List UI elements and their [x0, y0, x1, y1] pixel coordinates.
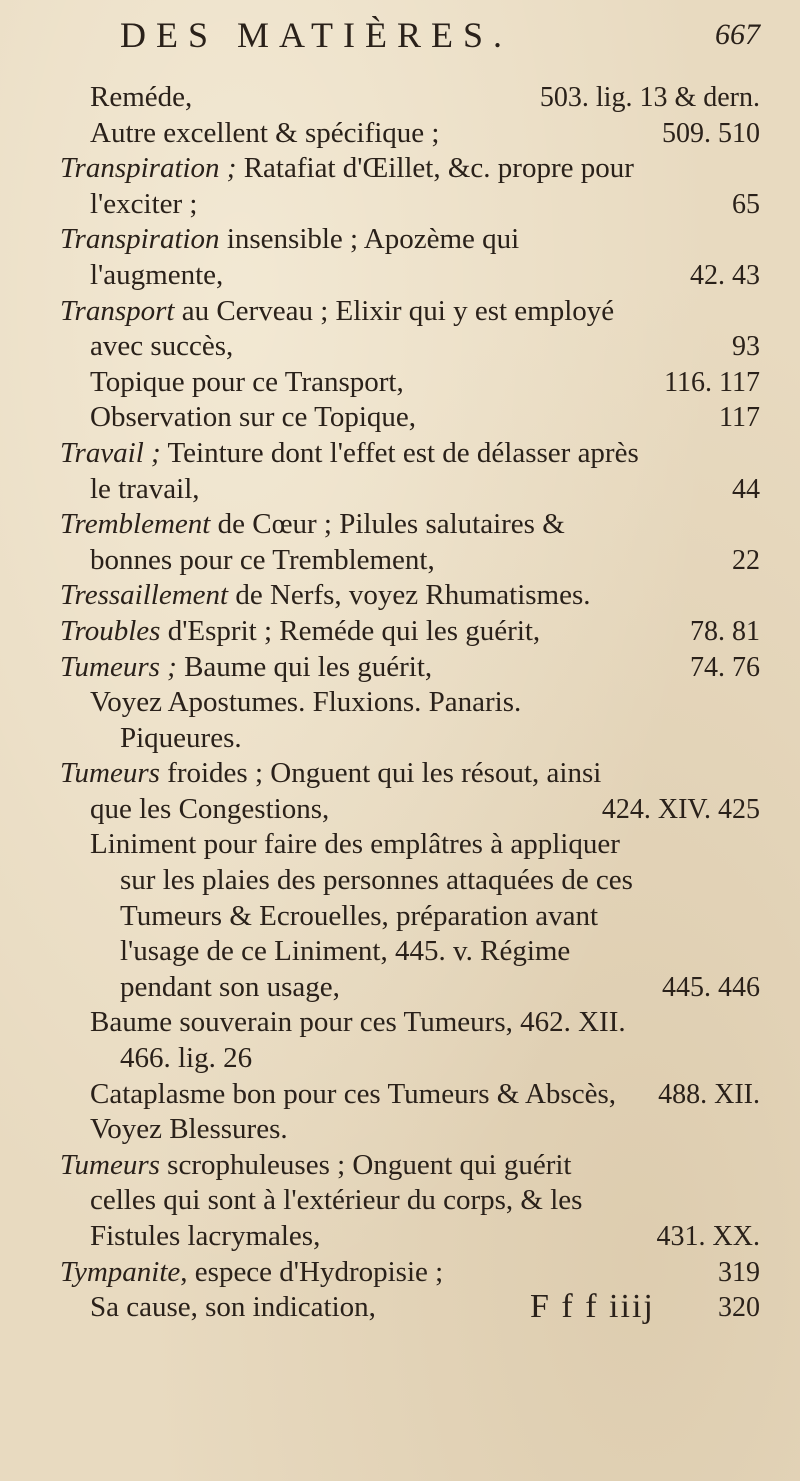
entry-page-ref: 74. 76	[690, 651, 760, 683]
entry-page-ref: 93	[732, 331, 760, 363]
entry-text: Topique pour ce Transport,	[90, 365, 404, 398]
index-entry	[60, 1077, 760, 1113]
index-entry	[60, 614, 760, 650]
index-entry	[60, 436, 760, 507]
index-entry	[60, 1255, 760, 1291]
entry-text: Liniment pour faire des emplâtres à appliquer sur les plaies des personnes attaquées de ces Tumeurs & Ecrouelles, préparation avant l'usage de ce Liniment, 445. v. Régime pendant son usage,	[90, 828, 633, 1003]
entry-page-ref: 431. XX.	[656, 1221, 760, 1252]
entry-keyword: Tressaillement	[60, 579, 229, 612]
entry-text: Sa cause, son indication,	[90, 1291, 376, 1324]
entry-text: , espece d'Hydropisie ;	[180, 1255, 444, 1288]
entry-keyword: Travail ;	[60, 436, 161, 469]
entry-text: scrophuleuses ; Onguent qui guérit celles qui sont à l'extérieur du corps, & les Fistules lacrymales,	[90, 1148, 583, 1252]
entry-keyword: Tumeurs	[60, 1148, 160, 1181]
entry-text: Cataplasme bon pour ces Tumeurs & Abscès,	[90, 1077, 616, 1110]
entry-text: Teinture dont l'effet est de délasser après le travail,	[90, 436, 639, 505]
index-entry	[60, 685, 760, 756]
entry-keyword: Tumeurs ;	[60, 650, 177, 683]
entry-text: insensible ; Apozème qui l'augmente,	[90, 223, 520, 291]
index-entry	[60, 827, 760, 1005]
entry-text: d'Esprit ; Reméde qui les guérit,	[160, 614, 541, 647]
signature-mark: F f f iiij	[530, 1288, 655, 1325]
entry-text: Autre excellent & spécifique ;	[90, 116, 440, 149]
entry-text: Voyez Blessures.	[90, 1113, 288, 1146]
index-entry	[60, 294, 760, 365]
entry-page-ref: 488. XII.	[658, 1078, 760, 1110]
running-head: DES MATIÈRES.	[120, 15, 513, 55]
index-entry	[60, 116, 760, 152]
entry-text: Reméde,	[90, 81, 193, 113]
page-header	[90, 14, 760, 64]
entry-keyword: Tremblement	[60, 508, 211, 541]
entry-text: au Cerveau ; Elixir qui y est employé avec succès,	[90, 294, 615, 363]
index-entry	[60, 756, 760, 827]
index-entry	[60, 1005, 760, 1076]
index-entry	[60, 650, 760, 686]
index-entry	[60, 1112, 760, 1148]
entry-text: Baume souverain pour ces Tumeurs, 462. XII. 466. lig. 26	[90, 1006, 626, 1075]
entry-text: Baume qui les guérit,	[176, 650, 433, 683]
entry-text: de Nerfs, voyez Rhumatismes.	[228, 579, 591, 612]
index-entry	[60, 507, 760, 578]
entry-text: de Cœur ; Pilules salutaires & bonnes pour ce Tremblement,	[90, 508, 565, 576]
entry-page-ref: 320	[718, 1292, 760, 1324]
entry-text: Ratafiat d'Œillet, &c. propre pour l'exciter ;	[90, 152, 634, 220]
entry-page-ref: 445. 446	[662, 971, 760, 1003]
entry-page-ref: 424. XIV. 425	[601, 793, 760, 825]
entry-page-ref: 44	[732, 473, 760, 505]
entry-keyword: Tumeurs	[60, 757, 160, 790]
index-entry	[60, 1290, 760, 1326]
entry-page-ref: 117	[719, 402, 760, 434]
index-entry	[60, 80, 760, 116]
index-entry	[60, 151, 760, 222]
entry-page-ref: 65	[732, 188, 760, 220]
entry-keyword: Troubles	[60, 614, 161, 647]
entry-keyword: Transpiration ;	[60, 152, 237, 185]
index-entry	[60, 1148, 760, 1255]
entry-page-ref: 42. 43	[690, 259, 760, 291]
entry-keyword: Transport	[60, 294, 175, 327]
entry-page-ref: 319	[718, 1256, 760, 1288]
entry-page-ref: 22	[732, 544, 760, 576]
entry-page-ref: 509. 510	[662, 117, 760, 149]
entry-page-ref: 78. 81	[690, 615, 760, 647]
entry-page-ref: 116. 117	[664, 366, 760, 398]
index-entry	[60, 365, 760, 401]
entry-keyword: Transpiration	[60, 223, 220, 256]
index-body	[60, 80, 760, 1326]
entry-page-ref: 503. lig. 13 & dern.	[539, 82, 760, 113]
entry-text: Observation sur ce Topique,	[90, 401, 417, 434]
index-entry	[60, 400, 760, 436]
entry-keyword: Tympanite	[60, 1255, 181, 1288]
index-entry	[60, 578, 760, 614]
index-entry	[60, 222, 760, 293]
entry-text: froides ; Onguent qui les résout, ainsi que les Congestions,	[90, 757, 602, 825]
entry-text: Voyez Apostumes. Fluxions. Panaris. Piqueures.	[90, 686, 522, 754]
page-number: 667	[715, 18, 760, 51]
